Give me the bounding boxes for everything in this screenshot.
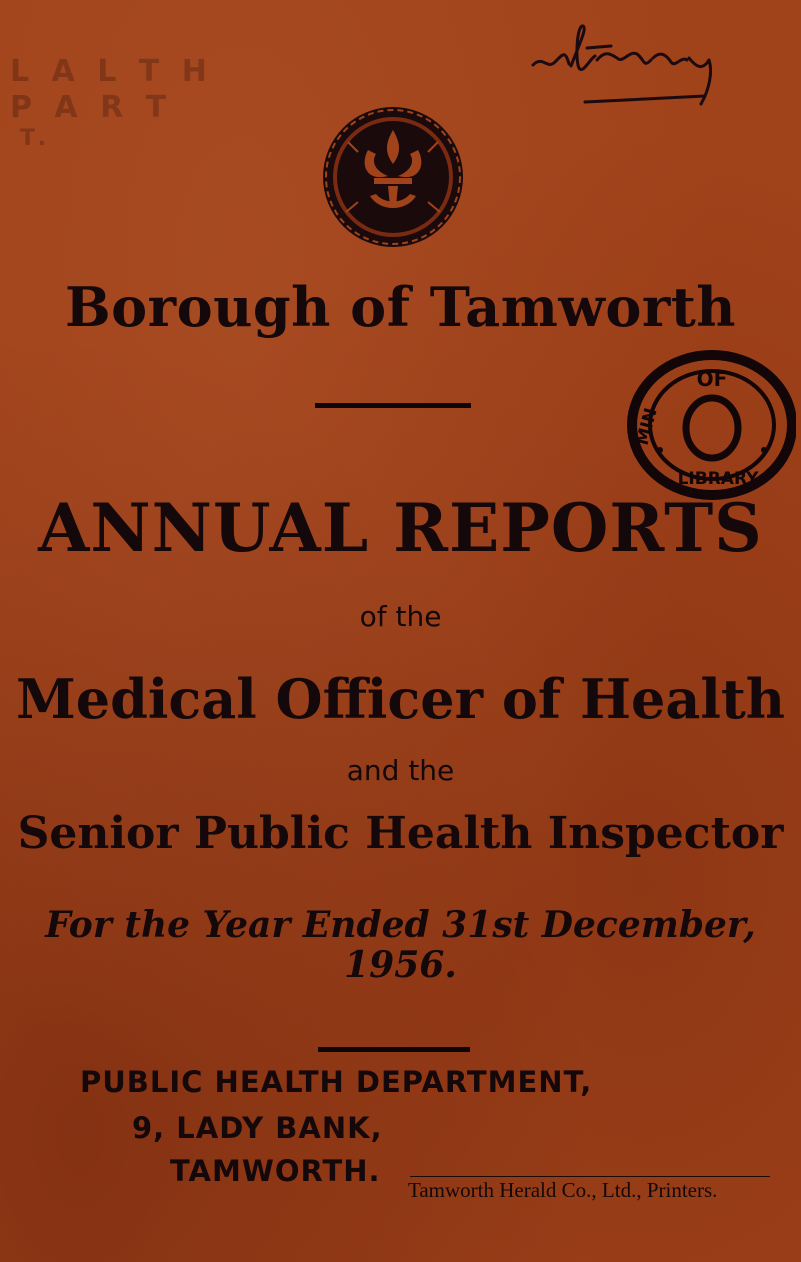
printer-imprint: Tamworth Herald Co., Ltd., Printers. bbox=[408, 1178, 718, 1202]
stamp-left-text: MIN bbox=[632, 406, 662, 448]
divider-rule bbox=[318, 1047, 470, 1052]
handwritten-library-annotation bbox=[525, 20, 750, 110]
address-line: TAMWORTH. bbox=[170, 1154, 381, 1188]
report-year-line: For the Year Ended 31st December, 1956. bbox=[45, 904, 756, 986]
ministry-library-stamp-icon bbox=[622, 350, 796, 500]
faded-department-stamp bbox=[0, 40, 215, 170]
stamp-line: T. bbox=[20, 126, 53, 151]
connector-text: and the bbox=[346, 754, 455, 787]
address-line: PUBLIC HEALTH DEPARTMENT, bbox=[80, 1065, 593, 1099]
address-line: 9, LADY BANK, bbox=[132, 1111, 383, 1145]
borough-title: Borough of Tamworth bbox=[64, 275, 737, 339]
stamp-line: L A L T H bbox=[10, 54, 213, 89]
annual-reports-title: ANNUAL REPORTS bbox=[38, 489, 763, 567]
stamp-top-text: OF bbox=[696, 367, 728, 391]
stamp-bottom-text: LIBRARY bbox=[677, 469, 759, 489]
connector-text: of the bbox=[359, 600, 442, 633]
borough-crest-icon bbox=[318, 102, 468, 252]
printer-rule bbox=[410, 1176, 770, 1177]
divider-rule bbox=[315, 403, 471, 408]
medical-officer-title: Medical Officer of Health bbox=[15, 667, 786, 731]
senior-inspector-title: Senior Public Health Inspector bbox=[17, 808, 784, 859]
stamp-line: P A R T bbox=[10, 90, 173, 125]
